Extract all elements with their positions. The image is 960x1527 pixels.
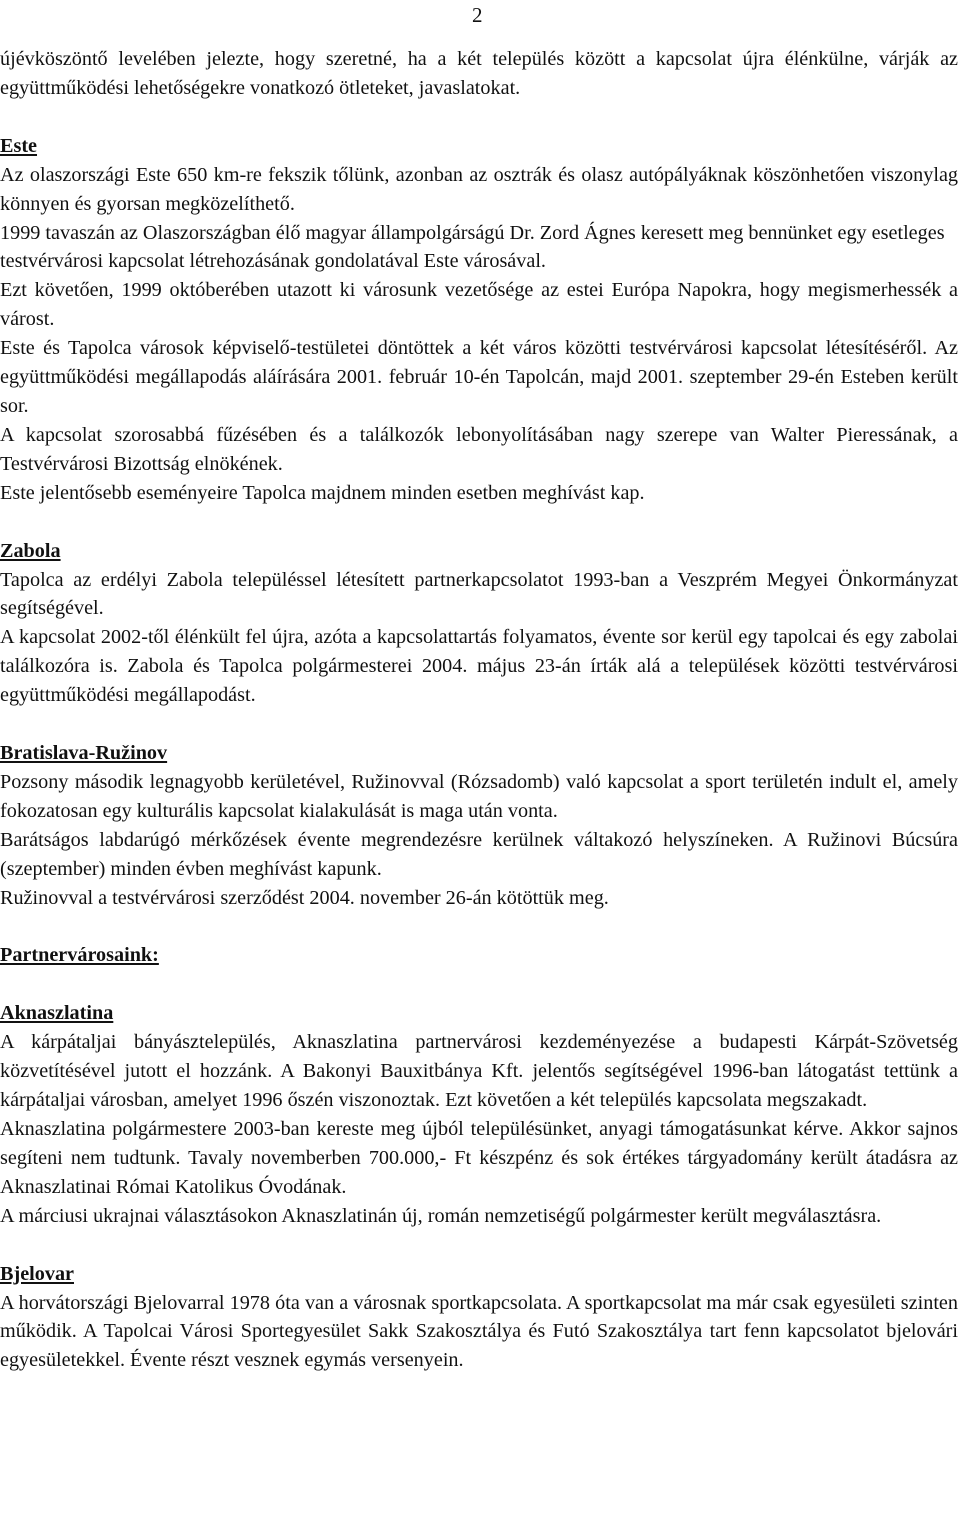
intro-paragraph: újévköszöntő levelében jelezte, hogy szeretné, ha a két település között a kapcsolat újra élénkülne, várják az együttműködési lehetőségekre vonatkozó ötleteket, javaslatokat. (0, 48, 958, 99)
paragraph: Tapolca az erdélyi Zabola településsel létesített partnerkapcsolatot 1993-ban a Veszprém Megyei Önkormányzat segítségével. (0, 568, 958, 620)
paragraph: 1999 tavaszán az Olaszországban élő magyar állampolgárságú Dr. Zord Ágnes keresett meg bennünket egy esetleges testvérvárosi kapcsolat létrehozásának gondolatával Este városával. (0, 221, 945, 273)
paragraph: Barátságos labdarúgó mérkőzések évente megrendezésre kerülnek váltakozó helyszíneken. A Ružinovi Búcsúra (szeptember) minden évben meghívást kapunk. (0, 828, 958, 880)
page-number: 2 (472, 3, 483, 27)
paragraph: A horvátországi Bjelovarral 1978 óta van a városnak sportkapcsolata. A sportkapcsolat ma már csak egyesületi szinten működik. A Tapolcai Városi Sportegyesület Sakk Szakosztálya és Futó Szakosztálya tart fenn kapcsolatot bjelovári egyesületekkel. Évente részt vesznek egymás versenyein. (0, 1291, 958, 1372)
paragraph: Ružinovval a testvérvárosi szerződést 2004. november 26-án kötöttük meg. (0, 886, 609, 909)
section-title-zabola: Zabola (0, 539, 61, 562)
section-title-bratislava-ruzinov: Bratislava-Ružinov (0, 742, 168, 765)
paragraph: A kárpátaljai bányásztelepülés, Aknaszlatina partnervárosi kezdeményezése a budapesti Kárpát-Szövetség közvetítésével jutott el hozzánk. A Bakonyi Bauxitbánya Kft. jelentős segítségével 1996-ban látogatást tettünk a kárpátaljai városban, amelyet 1996 őszén viszonoztak. Ezt követően a két település kapcsolata megszakadt. (0, 1031, 958, 1112)
section-title-bjelovar: Bjelovar (0, 1262, 74, 1285)
partner-cities-heading: Partnervárosaink: (0, 944, 159, 967)
section-title-este: Este (0, 134, 38, 157)
paragraph: A kapcsolat 2002-től élénkült fel újra, azóta a kapcsolattartás folyamatos, évente sor kerül egy tapolcai és egy zabolai találkozóra is. Zabola és Tapolca polgármesterei 2004. május 23-án írták alá a települések közötti testvérvárosi együttműködési megállapodást. (0, 626, 958, 707)
section-title-aknaszlatina: Aknaszlatina (0, 1002, 114, 1025)
paragraph: A kapcsolat szorosabbá fűzésében és a találkozók lebonyolításában nagy szerepe van Walter Pieressának, a Testvérvárosi Bizottság elnökének. (0, 423, 958, 475)
paragraph: Pozsony második legnagyobb kerületével, Ružinovval (Rózsadomb) való kapcsolat a sport területén indult el, amely fokozatosan egy kulturális kapcsolat kialakulását is maga után vonta. (0, 770, 958, 822)
paragraph: A márciusi ukrajnai választásokon Aknaszlatinán új, román nemzetiségű polgármester került megválasztásra. (0, 1204, 882, 1227)
paragraph: Este és Tapolca városok képviselő-testületei döntöttek a két város közötti testvérvárosi kapcsolat létesítéséről. Az együttműködési megállapodás aláírására 2001. február 10-én Tapolcán, majd 2001. szeptember 29-én Esteben került sor. (0, 337, 958, 417)
document-body (0, 45, 958, 1375)
paragraph: Az olaszországi Este 650 km-re fekszik tőlünk, azonban az osztrák és olasz autópályáknak köszönhetően viszonylag könnyen és gyorsan megközelíthető. (0, 163, 958, 215)
paragraph: Este jelentősebb eseményeire Tapolca majdnem minden esetben meghívást kap. (0, 481, 645, 504)
paragraph: Aknaszlatina polgármestere 2003-ban kereste meg újból településünket, anyagi támogatásunkat kérve. Akkor sajnos segíteni nem tudtunk. Tavaly novemberben 700.000,- Ft készpénz és sok értékes tárgyadomány került átadásra az Aknaszlatinai Római Katolikus Óvodának. (0, 1118, 958, 1198)
paragraph: Ezt követően, 1999 októberében utazott ki városunk vezetősége az estei Európa Napokra, hogy megismerhessék a várost. (0, 279, 958, 331)
